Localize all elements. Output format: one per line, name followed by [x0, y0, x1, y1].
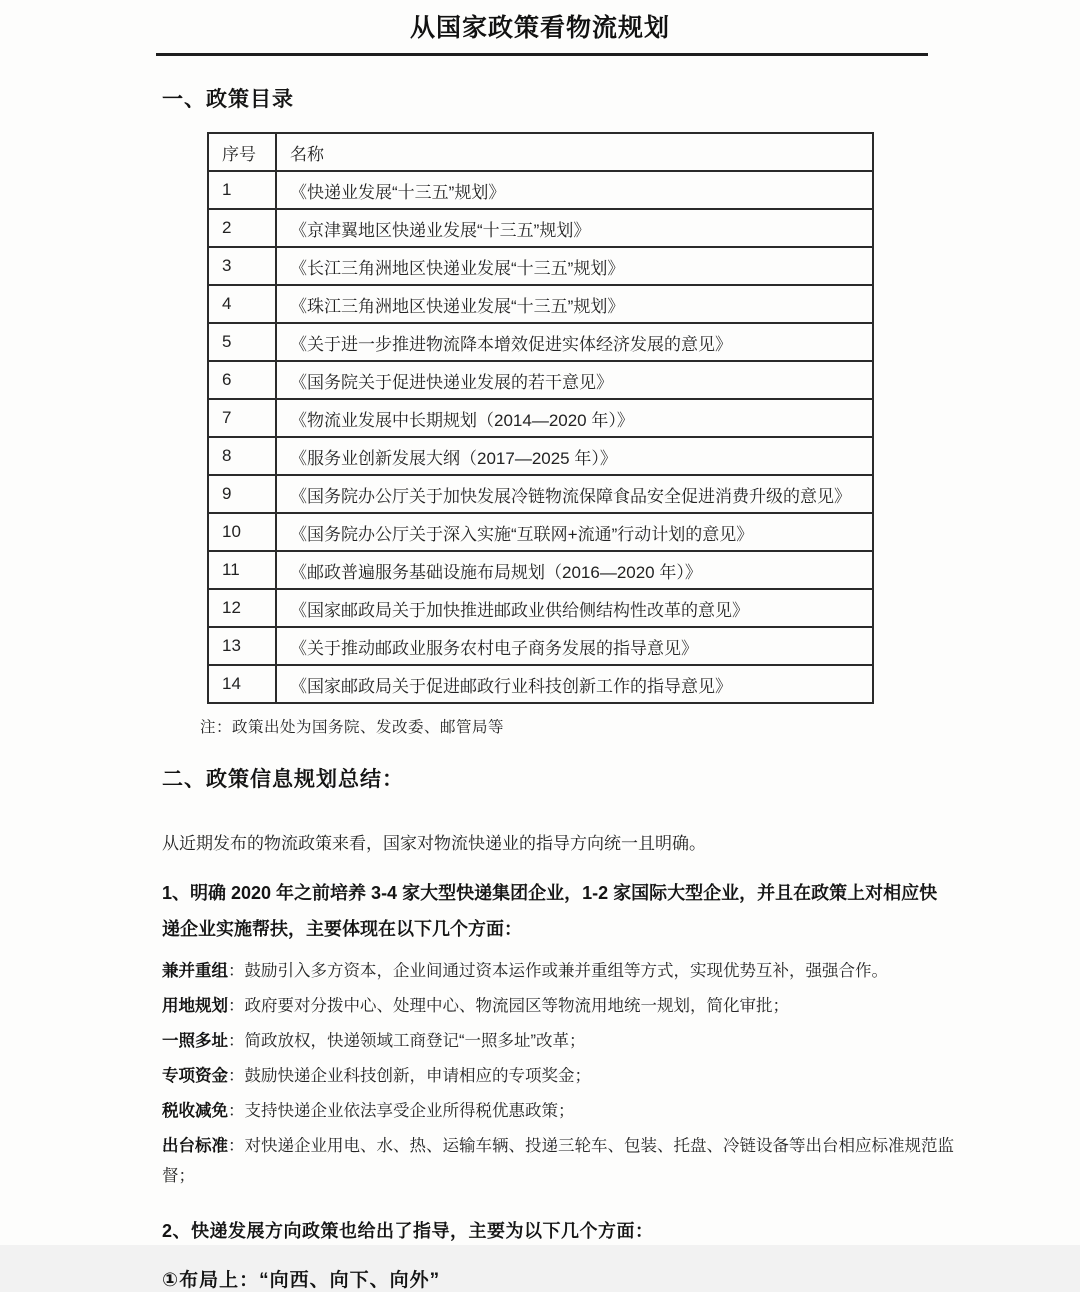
support-item-desc: ：鼓励快递企业科技创新，申请相应的专项奖金；: [228, 1067, 591, 1085]
row-number-cell: 10: [208, 513, 276, 551]
policy-support-item: [162, 1096, 957, 1126]
support-item-term: 一照多址: [162, 1032, 228, 1050]
row-number-cell: 13: [208, 627, 276, 665]
row-policy-name-cell: 《国家邮政局关于加快推进邮政业供给侧结构性改革的意见》: [276, 589, 873, 627]
row-policy-name-cell: 《邮政普遍服务基础设施布局规划（2016—2020 年）》: [276, 551, 873, 589]
table-row: [208, 323, 873, 361]
row-number-cell: 2: [208, 209, 276, 247]
table-row: [208, 627, 873, 665]
support-item-term: 兼并重组: [162, 962, 228, 980]
support-item-desc: ：简政放权，快递领域工商登记“一照多址”改革；: [228, 1032, 586, 1050]
table-row: [208, 361, 873, 399]
table-header-row: [208, 133, 873, 171]
row-number-cell: 5: [208, 323, 276, 361]
page-title: 从国家政策看物流规划: [409, 14, 670, 42]
row-policy-name-cell: 《关于进一步推进物流降本增效促进实体经济发展的意见》: [276, 323, 873, 361]
table-row: [208, 589, 873, 627]
support-item-term: 用地规划: [162, 997, 228, 1015]
layout-subpoint: ①布局上：“向西、向下、向外”: [162, 1270, 441, 1291]
table-row: [208, 285, 873, 323]
table-row: [208, 551, 873, 589]
policy-table: [207, 132, 874, 704]
row-number-cell: 9: [208, 475, 276, 513]
policy-support-item: [162, 1131, 957, 1191]
intro-paragraph: 从近期发布的物流政策来看，国家对物流快递业的指导方向统一且明确。: [162, 834, 706, 853]
table-note: 注：政策出处为国务院、发改委、邮管局等: [200, 719, 505, 736]
support-item-term: 税收减免: [162, 1102, 228, 1120]
support-item-desc: ：支持快递企业依法享受企业所得税优惠政策；: [228, 1102, 575, 1120]
row-number-cell: 1: [208, 171, 276, 209]
section1-heading: 一、政策目录: [162, 88, 294, 111]
table-row: [208, 399, 873, 437]
section2-heading: 二、政策信息规划总结：: [162, 768, 404, 791]
column-header-name: 名称: [276, 133, 873, 171]
row-number-cell: 4: [208, 285, 276, 323]
row-policy-name-cell: 《国务院办公厅关于加快发展冷链物流保障食品安全促进消费升级的意见》: [276, 475, 873, 513]
row-number-cell: 12: [208, 589, 276, 627]
policy-support-item: [162, 991, 957, 1021]
row-policy-name-cell: 《珠江三角洲地区快递业发展“十三五”规划》: [276, 285, 873, 323]
table-row: [208, 437, 873, 475]
row-number-cell: 11: [208, 551, 276, 589]
table-row: [208, 475, 873, 513]
row-policy-name-cell: 《国务院办公厅关于深入实施“互联网+流通”行动计划的意见》: [276, 513, 873, 551]
policy-support-item: [162, 956, 957, 986]
support-item-term: 出台标准: [162, 1137, 228, 1155]
table-row: [208, 209, 873, 247]
support-item-desc: ：鼓励引入多方资本，企业间通过资本运作或兼并重组等方式，实现优势互补，强强合作。: [228, 962, 888, 980]
support-item-desc: ：政府要对分拨中心、处理中心、物流园区等物流用地统一规划，简化审批；: [228, 997, 789, 1015]
table-row: [208, 247, 873, 285]
column-header-no: 序号: [208, 133, 276, 171]
support-item-term: 专项资金: [162, 1067, 228, 1085]
support-item-desc: ：对快递企业用电、水、热、运输车辆、投递三轮车、包装、托盘、冷链设备等出台相应标准规范监督；: [162, 1137, 954, 1185]
row-policy-name-cell: 《国务院关于促进快递业发展的若干意见》: [276, 361, 873, 399]
row-policy-name-cell: 《关于推动邮政业服务农村电子商务发展的指导意见》: [276, 627, 873, 665]
row-number-cell: 7: [208, 399, 276, 437]
row-number-cell: 14: [208, 665, 276, 703]
row-number-cell: 6: [208, 361, 276, 399]
policy-table-body: [208, 171, 873, 703]
row-policy-name-cell: 《长江三角洲地区快递业发展“十三五”规划》: [276, 247, 873, 285]
table-row: [208, 665, 873, 703]
title-divider: [156, 53, 928, 56]
row-number-cell: 8: [208, 437, 276, 475]
point2-paragraph: 2、快递发展方向政策也给出了指导，主要为以下几个方面：: [162, 1221, 654, 1241]
row-policy-name-cell: 《国家邮政局关于促进邮政行业科技创新工作的指导意见》: [276, 665, 873, 703]
row-policy-name-cell: 《京津翼地区快递业发展“十三五”规划》: [276, 209, 873, 247]
row-number-cell: 3: [208, 247, 276, 285]
table-row: [208, 171, 873, 209]
row-policy-name-cell: 《物流业发展中长期规划（2014—2020 年）》: [276, 399, 873, 437]
policy-support-item: [162, 1061, 957, 1091]
policy-support-item: [162, 1026, 957, 1056]
row-policy-name-cell: 《服务业创新发展大纲（2017—2025 年）》: [276, 437, 873, 475]
policy-support-list: [0, 956, 1080, 1191]
point1-paragraph: 1、明确 2020 年之前培养 3-4 家大型快递集团企业，1-2 家国际大型企业，并且在政策上对相应快递企业实施帮扶，主要体现在以下几个方面：: [162, 883, 938, 939]
table-row: [208, 513, 873, 551]
row-policy-name-cell: 《快递业发展“十三五”规划》: [276, 171, 873, 209]
